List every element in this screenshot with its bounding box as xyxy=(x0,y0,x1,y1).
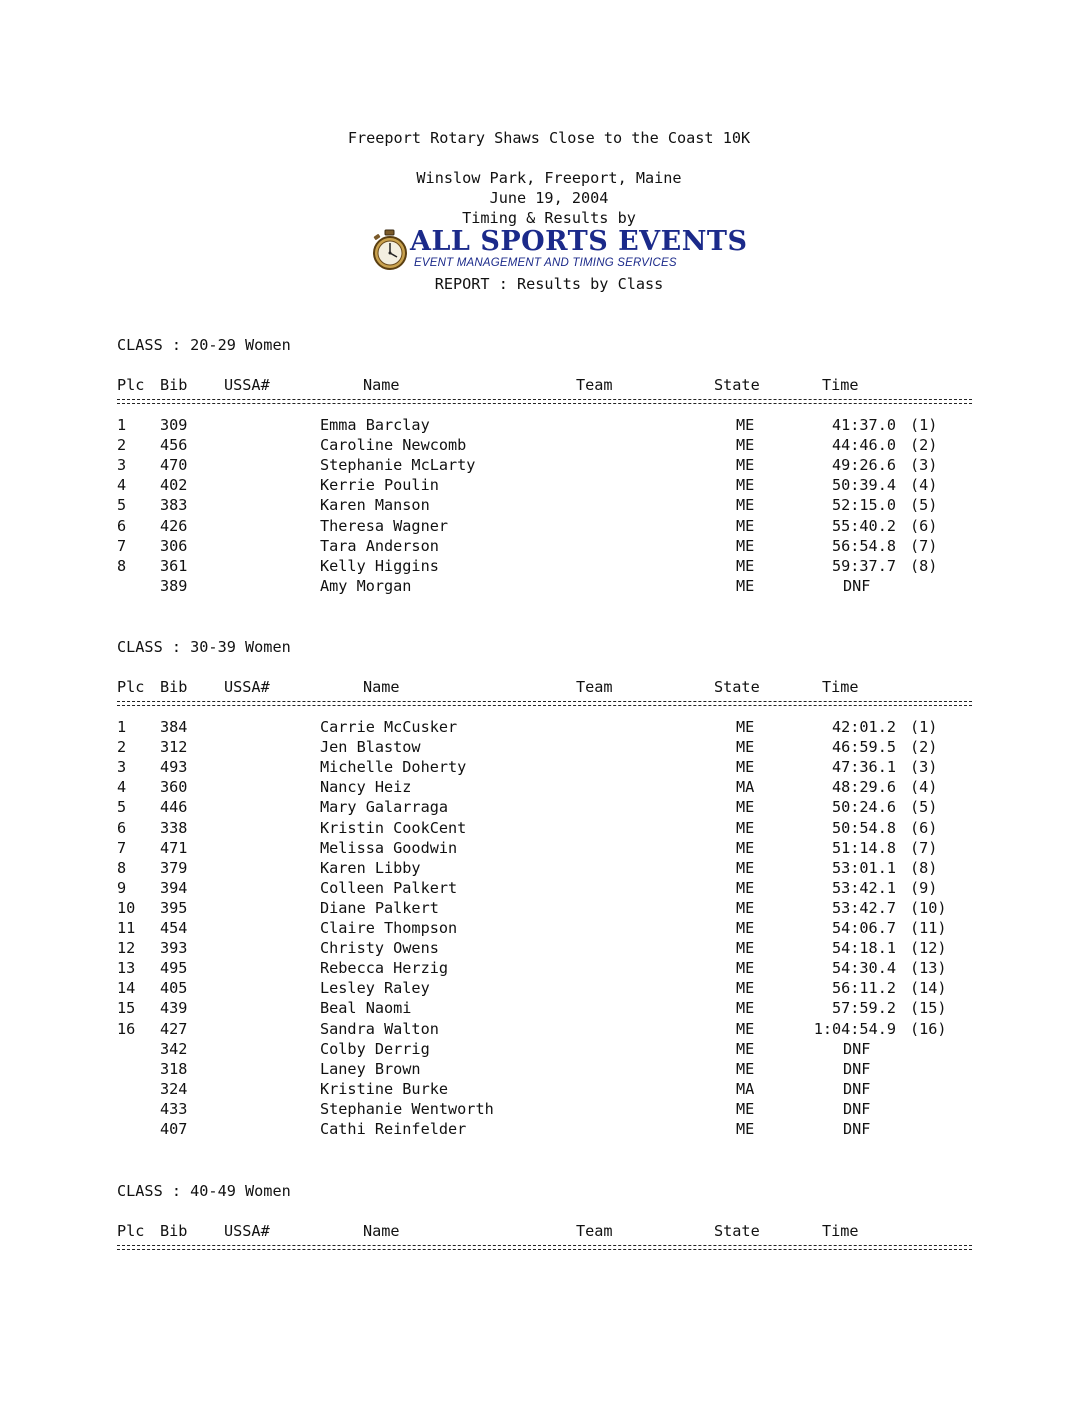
row-bib: 446 xyxy=(160,798,188,816)
row-bib: 360 xyxy=(160,778,188,796)
row-time: 50:54.8 xyxy=(831,819,896,837)
row-bib: 379 xyxy=(160,859,188,877)
row-bib: 426 xyxy=(160,517,188,535)
row-state: ME xyxy=(736,436,755,454)
class-heading: CLASS : 40-49 Women xyxy=(117,1182,291,1200)
row-name: Sandra Walton xyxy=(320,1020,439,1038)
row-time: DNF xyxy=(843,1040,871,1058)
row-state: ME xyxy=(736,939,755,957)
stopwatch-icon xyxy=(370,228,410,272)
row-state: ME xyxy=(736,557,755,575)
row-state: ME xyxy=(736,517,755,535)
row-name: Rebecca Herzig xyxy=(320,959,449,977)
row-name: Claire Thompson xyxy=(320,919,458,937)
row-rank: (1) xyxy=(910,718,938,736)
row-place: 8 xyxy=(117,859,127,877)
row-state: ME xyxy=(736,798,755,816)
row-name: Stephanie Wentworth xyxy=(320,1100,494,1118)
column-header-state: State xyxy=(714,1222,760,1240)
row-bib: 394 xyxy=(160,879,188,897)
timing-credit: Timing & Results by xyxy=(462,209,636,227)
column-header-bib: Bib xyxy=(160,678,188,696)
row-time: 54:18.1 xyxy=(831,939,896,957)
row-bib: 306 xyxy=(160,537,188,555)
column-header-name: Name xyxy=(363,1222,400,1240)
row-state: ME xyxy=(736,456,755,474)
row-state: ME xyxy=(736,1040,755,1058)
row-state: ME xyxy=(736,919,755,937)
row-name: Laney Brown xyxy=(320,1060,421,1078)
row-time: 54:30.4 xyxy=(831,959,896,977)
row-place: 1 xyxy=(117,416,127,434)
row-time: 44:46.0 xyxy=(831,436,896,454)
row-place: 2 xyxy=(117,738,127,756)
column-header-name: Name xyxy=(363,678,400,696)
row-bib: 433 xyxy=(160,1100,188,1118)
column-header-name: Name xyxy=(363,376,400,394)
row-name: Beal Naomi xyxy=(320,999,412,1017)
logo-tagline: EVENT MANAGEMENT AND TIMING SERVICES xyxy=(414,257,677,269)
row-name: Kelly Higgins xyxy=(320,557,439,575)
row-name: Kristine Burke xyxy=(320,1080,449,1098)
row-state: ME xyxy=(736,839,755,857)
column-header-bib: Bib xyxy=(160,1222,188,1240)
row-name: Michelle Doherty xyxy=(320,758,467,776)
header-rule xyxy=(117,1245,972,1250)
row-place: 5 xyxy=(117,496,127,514)
race-location: Winslow Park, Freeport, Maine xyxy=(416,169,682,187)
row-time: 53:42.1 xyxy=(831,879,896,897)
row-rank: (4) xyxy=(910,778,938,796)
row-rank: (6) xyxy=(910,819,938,837)
row-place: 1 xyxy=(117,718,127,736)
row-time: 56:11.2 xyxy=(831,979,896,997)
row-name: Tara Anderson xyxy=(320,537,439,555)
row-rank: (8) xyxy=(910,859,938,877)
row-time: 52:15.0 xyxy=(831,496,896,514)
row-rank: (7) xyxy=(910,537,938,555)
report-title: REPORT : Results by Class xyxy=(434,275,664,293)
row-place: 13 xyxy=(117,959,136,977)
row-name: Christy Owens xyxy=(320,939,439,957)
row-state: ME xyxy=(736,1100,755,1118)
row-state: ME xyxy=(736,1020,755,1038)
row-rank: (4) xyxy=(910,476,938,494)
row-place: 8 xyxy=(117,557,127,575)
logo-wordmark: ALL SPORTS EVENTS xyxy=(410,226,748,257)
row-bib: 324 xyxy=(160,1080,188,1098)
row-time: DNF xyxy=(843,1100,871,1118)
row-state: ME xyxy=(736,416,755,434)
row-name: Carrie McCusker xyxy=(320,718,458,736)
row-name: Melissa Goodwin xyxy=(320,839,458,857)
row-state: ME xyxy=(736,859,755,877)
column-header-team: Team xyxy=(576,376,613,394)
row-time: DNF xyxy=(843,577,871,595)
row-bib: 493 xyxy=(160,758,188,776)
row-rank: (2) xyxy=(910,738,938,756)
row-time: DNF xyxy=(843,1120,871,1138)
row-bib: 407 xyxy=(160,1120,188,1138)
row-rank: (13) xyxy=(910,959,947,977)
row-time: 50:24.6 xyxy=(831,798,896,816)
row-place: 6 xyxy=(117,819,127,837)
row-state: ME xyxy=(736,999,755,1017)
row-rank: (5) xyxy=(910,496,938,514)
column-header-state: State xyxy=(714,678,760,696)
row-place: 14 xyxy=(117,979,136,997)
row-state: ME xyxy=(736,476,755,494)
row-time: DNF xyxy=(843,1060,871,1078)
row-place: 10 xyxy=(117,899,136,917)
row-bib: 361 xyxy=(160,557,188,575)
column-header-ussa: USSA# xyxy=(224,1222,270,1240)
row-rank: (3) xyxy=(910,758,938,776)
row-bib: 338 xyxy=(160,819,188,837)
column-header-time: Time xyxy=(822,376,859,394)
row-rank: (16) xyxy=(910,1020,947,1038)
header-rule xyxy=(117,701,972,706)
row-time: 59:37.7 xyxy=(831,557,896,575)
row-state: ME xyxy=(736,577,755,595)
row-rank: (9) xyxy=(910,879,938,897)
column-header-team: Team xyxy=(576,1222,613,1240)
row-state: MA xyxy=(736,778,755,796)
row-place: 2 xyxy=(117,436,127,454)
row-bib: 454 xyxy=(160,919,188,937)
column-header-bib: Bib xyxy=(160,376,188,394)
row-bib: 495 xyxy=(160,959,188,977)
row-time: 54:06.7 xyxy=(831,919,896,937)
row-state: ME xyxy=(736,1060,755,1078)
header-rule xyxy=(117,399,972,404)
row-time: 41:37.0 xyxy=(831,416,896,434)
row-time: 57:59.2 xyxy=(831,999,896,1017)
row-bib: 312 xyxy=(160,738,188,756)
column-header-plc: Plc xyxy=(117,376,145,394)
row-place: 7 xyxy=(117,537,127,555)
row-place: 9 xyxy=(117,879,127,897)
row-place: 4 xyxy=(117,778,127,796)
column-header-team: Team xyxy=(576,678,613,696)
row-name: Jen Blastow xyxy=(320,738,421,756)
row-time: 55:40.2 xyxy=(831,517,896,535)
column-header-time: Time xyxy=(822,1222,859,1240)
row-name: Caroline Newcomb xyxy=(320,436,467,454)
row-time: 46:59.5 xyxy=(831,738,896,756)
class-heading: CLASS : 30-39 Women xyxy=(117,638,291,656)
row-name: Stephanie McLarty xyxy=(320,456,476,474)
row-bib: 456 xyxy=(160,436,188,454)
row-state: ME xyxy=(736,758,755,776)
row-name: Cathi Reinfelder xyxy=(320,1120,467,1138)
row-time: 1:04:54.9 xyxy=(813,1020,896,1038)
row-rank: (2) xyxy=(910,436,938,454)
column-header-state: State xyxy=(714,376,760,394)
row-name: Emma Barclay xyxy=(320,416,430,434)
row-bib: 470 xyxy=(160,456,188,474)
row-state: ME xyxy=(736,899,755,917)
row-bib: 439 xyxy=(160,999,188,1017)
column-header-ussa: USSA# xyxy=(224,376,270,394)
row-place: 5 xyxy=(117,798,127,816)
row-state: ME xyxy=(736,819,755,837)
row-name: Karen Manson xyxy=(320,496,430,514)
row-state: MA xyxy=(736,1080,755,1098)
row-time: 47:36.1 xyxy=(831,758,896,776)
row-rank: (10) xyxy=(910,899,947,917)
class-heading: CLASS : 20-29 Women xyxy=(117,336,291,354)
row-rank: (11) xyxy=(910,919,947,937)
row-name: Theresa Wagner xyxy=(320,517,449,535)
row-place: 6 xyxy=(117,517,127,535)
race-title: Freeport Rotary Shaws Close to the Coast 10K xyxy=(347,129,751,147)
row-place: 7 xyxy=(117,839,127,857)
row-state: ME xyxy=(736,1120,755,1138)
row-place: 3 xyxy=(117,758,127,776)
column-header-ussa: USSA# xyxy=(224,678,270,696)
row-bib: 405 xyxy=(160,979,188,997)
row-bib: 393 xyxy=(160,939,188,957)
row-state: ME xyxy=(736,537,755,555)
row-bib: 318 xyxy=(160,1060,188,1078)
row-time: 42:01.2 xyxy=(831,718,896,736)
row-bib: 402 xyxy=(160,476,188,494)
row-name: Nancy Heiz xyxy=(320,778,412,796)
row-name: Diane Palkert xyxy=(320,899,439,917)
row-place: 12 xyxy=(117,939,136,957)
row-name: Kerrie Poulin xyxy=(320,476,439,494)
row-time: 49:26.6 xyxy=(831,456,896,474)
row-bib: 309 xyxy=(160,416,188,434)
column-header-plc: Plc xyxy=(117,678,145,696)
row-time: 50:39.4 xyxy=(831,476,896,494)
row-time: 53:01.1 xyxy=(831,859,896,877)
row-time: 51:14.8 xyxy=(831,839,896,857)
row-rank: (1) xyxy=(910,416,938,434)
row-state: ME xyxy=(736,738,755,756)
row-name: Amy Morgan xyxy=(320,577,412,595)
row-place: 15 xyxy=(117,999,136,1017)
row-time: 56:54.8 xyxy=(831,537,896,555)
row-state: ME xyxy=(736,959,755,977)
row-time: DNF xyxy=(843,1080,871,1098)
column-header-plc: Plc xyxy=(117,1222,145,1240)
row-name: Kristin CookCent xyxy=(320,819,467,837)
row-place: 16 xyxy=(117,1020,136,1038)
row-name: Karen Libby xyxy=(320,859,421,877)
row-state: ME xyxy=(736,496,755,514)
all-sports-events-logo xyxy=(370,226,748,272)
row-rank: (8) xyxy=(910,557,938,575)
row-bib: 342 xyxy=(160,1040,188,1058)
row-bib: 389 xyxy=(160,577,188,595)
row-name: Mary Galarraga xyxy=(320,798,449,816)
row-state: ME xyxy=(736,879,755,897)
row-bib: 384 xyxy=(160,718,188,736)
row-place: 3 xyxy=(117,456,127,474)
row-name: Colby Derrig xyxy=(320,1040,430,1058)
row-place: 11 xyxy=(117,919,136,937)
row-rank: (14) xyxy=(910,979,947,997)
row-name: Colleen Palkert xyxy=(320,879,458,897)
row-state: ME xyxy=(736,718,755,736)
row-time: 53:42.7 xyxy=(831,899,896,917)
row-bib: 471 xyxy=(160,839,188,857)
row-rank: (3) xyxy=(910,456,938,474)
row-bib: 427 xyxy=(160,1020,188,1038)
row-bib: 395 xyxy=(160,899,188,917)
row-bib: 383 xyxy=(160,496,188,514)
row-rank: (12) xyxy=(910,939,947,957)
row-state: ME xyxy=(736,979,755,997)
column-header-time: Time xyxy=(822,678,859,696)
row-time: 48:29.6 xyxy=(831,778,896,796)
row-place: 4 xyxy=(117,476,127,494)
race-date: June 19, 2004 xyxy=(489,189,609,207)
row-rank: (6) xyxy=(910,517,938,535)
row-rank: (7) xyxy=(910,839,938,857)
row-name: Lesley Raley xyxy=(320,979,430,997)
row-rank: (15) xyxy=(910,999,947,1017)
row-rank: (5) xyxy=(910,798,938,816)
